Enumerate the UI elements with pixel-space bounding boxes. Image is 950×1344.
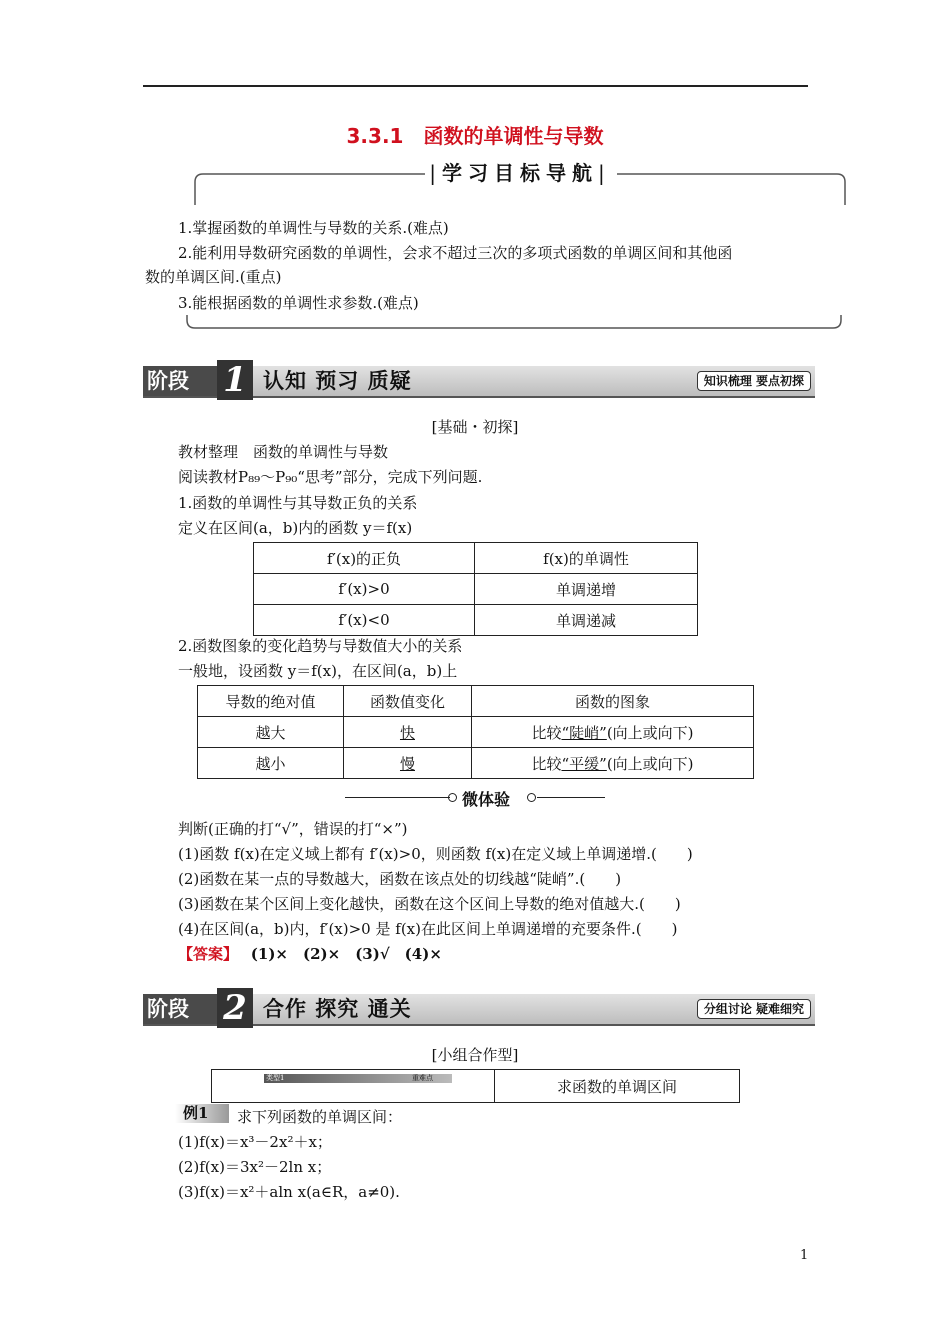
judge-item-1: (1)函数 f(x)在定义域上都有 f′(x)>0，则函数 f(x)在定义域上单调递增.( ) [178, 845, 693, 863]
table-cell: 越大 [198, 717, 344, 748]
type-tag-cell [212, 1070, 495, 1103]
judge-item-2: (2)函数在某一点的导数越大，函数在该点处的切线越“陡峭”.( ) [178, 870, 622, 888]
stage-1-title: 认知 预习 质疑 [263, 369, 412, 393]
stage-2-prefix: 阶段 [143, 994, 217, 1024]
table-row [254, 543, 698, 574]
judge-item-4: (4)在区间(a，b)内，f′(x)>0 是 f(x)在此区间上单调递增的充要条件.( ) [178, 920, 678, 938]
micro-heading: 微体验 [462, 790, 511, 809]
relation-intro-2: 一般地，设函数 y＝f(x)，在区间(a，b)上 [178, 662, 458, 680]
goal-2: 2.能利用导数研究函数的单调性，会求不超过三次的多项式函数的单调区间和其他函 [178, 244, 733, 262]
example-item-3: (3)f(x)＝x²＋aln x(a∈R，a≠0). [178, 1183, 400, 1201]
relation-heading-1: 1.函数的单调性与其导数正负的关系 [178, 494, 418, 512]
table-row [212, 1070, 740, 1103]
cell-text: (向上或向下) [606, 723, 694, 742]
stage-2-title: 合作 探究 通关 [263, 997, 412, 1021]
table-cell [472, 717, 754, 748]
table-row [198, 717, 754, 748]
table-cell: 越小 [198, 748, 344, 779]
stage-2-badge: 分组讨论 疑难细究 [697, 999, 811, 1019]
example-tag [175, 1104, 229, 1123]
table-row [198, 748, 754, 779]
stage-1-banner [143, 360, 815, 400]
goal-2-cont: 数的单调区间.(重点) [145, 268, 282, 286]
section-2-subhead: [小组合作型] [431, 1046, 519, 1064]
relation-heading-2: 2.函数图象的变化趋势与导数值大小的关系 [178, 637, 463, 655]
answer-blank: “陡峭” [561, 723, 607, 742]
table-cell: f′(x)<0 [254, 605, 475, 636]
answer-blank: “平缓” [561, 754, 607, 773]
judge-item-3: (3)函数在某个区间上变化越快，函数在这个区间上导数的绝对值越大.( ) [178, 895, 681, 913]
goal-3: 3.能根据函数的单调性求参数.(难点) [178, 294, 419, 312]
type-tag: 类型1 [266, 1074, 285, 1082]
stage-1-number: 1 [217, 360, 253, 400]
table-cell [344, 717, 472, 748]
type-tag-2: 重难点 [412, 1074, 433, 1082]
table-header: 导数的绝对值 [198, 686, 344, 717]
type-table [211, 1069, 740, 1103]
table-cell: 单调递增 [475, 574, 698, 605]
table-row [254, 574, 698, 605]
table-cell [472, 748, 754, 779]
judge-instruction: 判断(正确的打“√”，错误的打“×”) [178, 820, 408, 838]
example-label: 例1 [183, 1104, 209, 1122]
cell-text: 比较 [531, 754, 562, 773]
table-row [254, 605, 698, 636]
page-number: 1 [800, 1248, 809, 1263]
top-rule [143, 85, 808, 87]
answer-label: 【答案】 [178, 945, 239, 963]
table-header: f(x)的单调性 [475, 543, 698, 574]
reading-instruction: 阅读教材P₈₉～P₉₀“思考”部分，完成下列问题. [178, 468, 483, 486]
answer-text: (1)× (2)× (3)√ (4)× [250, 945, 442, 963]
circle-icon [448, 793, 457, 802]
table-cell: 单调递减 [475, 605, 698, 636]
table-header: 函数的图象 [472, 686, 754, 717]
table-row [198, 686, 754, 717]
answer-line [178, 943, 442, 964]
page-title: 3.3.1 函数的单调性与导数 [346, 124, 604, 148]
answer-blank: 慢 [399, 754, 415, 773]
example-item-2: (2)f(x)＝3x²－2ln x； [178, 1158, 332, 1176]
relation-intro-1: 定义在区间(a，b)内的函数 y＝f(x) [178, 519, 413, 537]
stage-2-number: 2 [217, 988, 253, 1028]
type-title: 求函数的单调区间 [495, 1070, 740, 1103]
stage-1-prefix: 阶段 [143, 366, 217, 396]
stage-2-banner [143, 988, 815, 1028]
table-cell: f′(x)>0 [254, 574, 475, 605]
answer-blank: 快 [399, 723, 415, 742]
example-intro: 求下列函数的单调区间： [237, 1108, 403, 1126]
micro-rule-left [345, 797, 450, 798]
derivative-sign-table [253, 542, 698, 636]
section-1-subhead: [基础・初探] [431, 418, 519, 436]
circle-icon [527, 793, 536, 802]
table-cell [344, 748, 472, 779]
goals-heading: |学习目标导航| [425, 157, 615, 186]
cell-text: (向上或向下) [606, 754, 694, 773]
cell-text: 比较 [531, 723, 562, 742]
table-header: 函数值变化 [344, 686, 472, 717]
table-header: f′(x)的正负 [254, 543, 475, 574]
textbook-heading: 教材整理 函数的单调性与导数 [178, 443, 389, 461]
example-item-1: (1)f(x)＝x³－2x²＋x； [178, 1133, 332, 1151]
micro-rule-right [537, 797, 605, 798]
goal-1: 1.掌握函数的单调性与导数的关系.(难点) [178, 219, 449, 237]
stage-1-badge: 知识梳理 要点初探 [697, 371, 811, 391]
derivative-magnitude-table [197, 685, 754, 779]
